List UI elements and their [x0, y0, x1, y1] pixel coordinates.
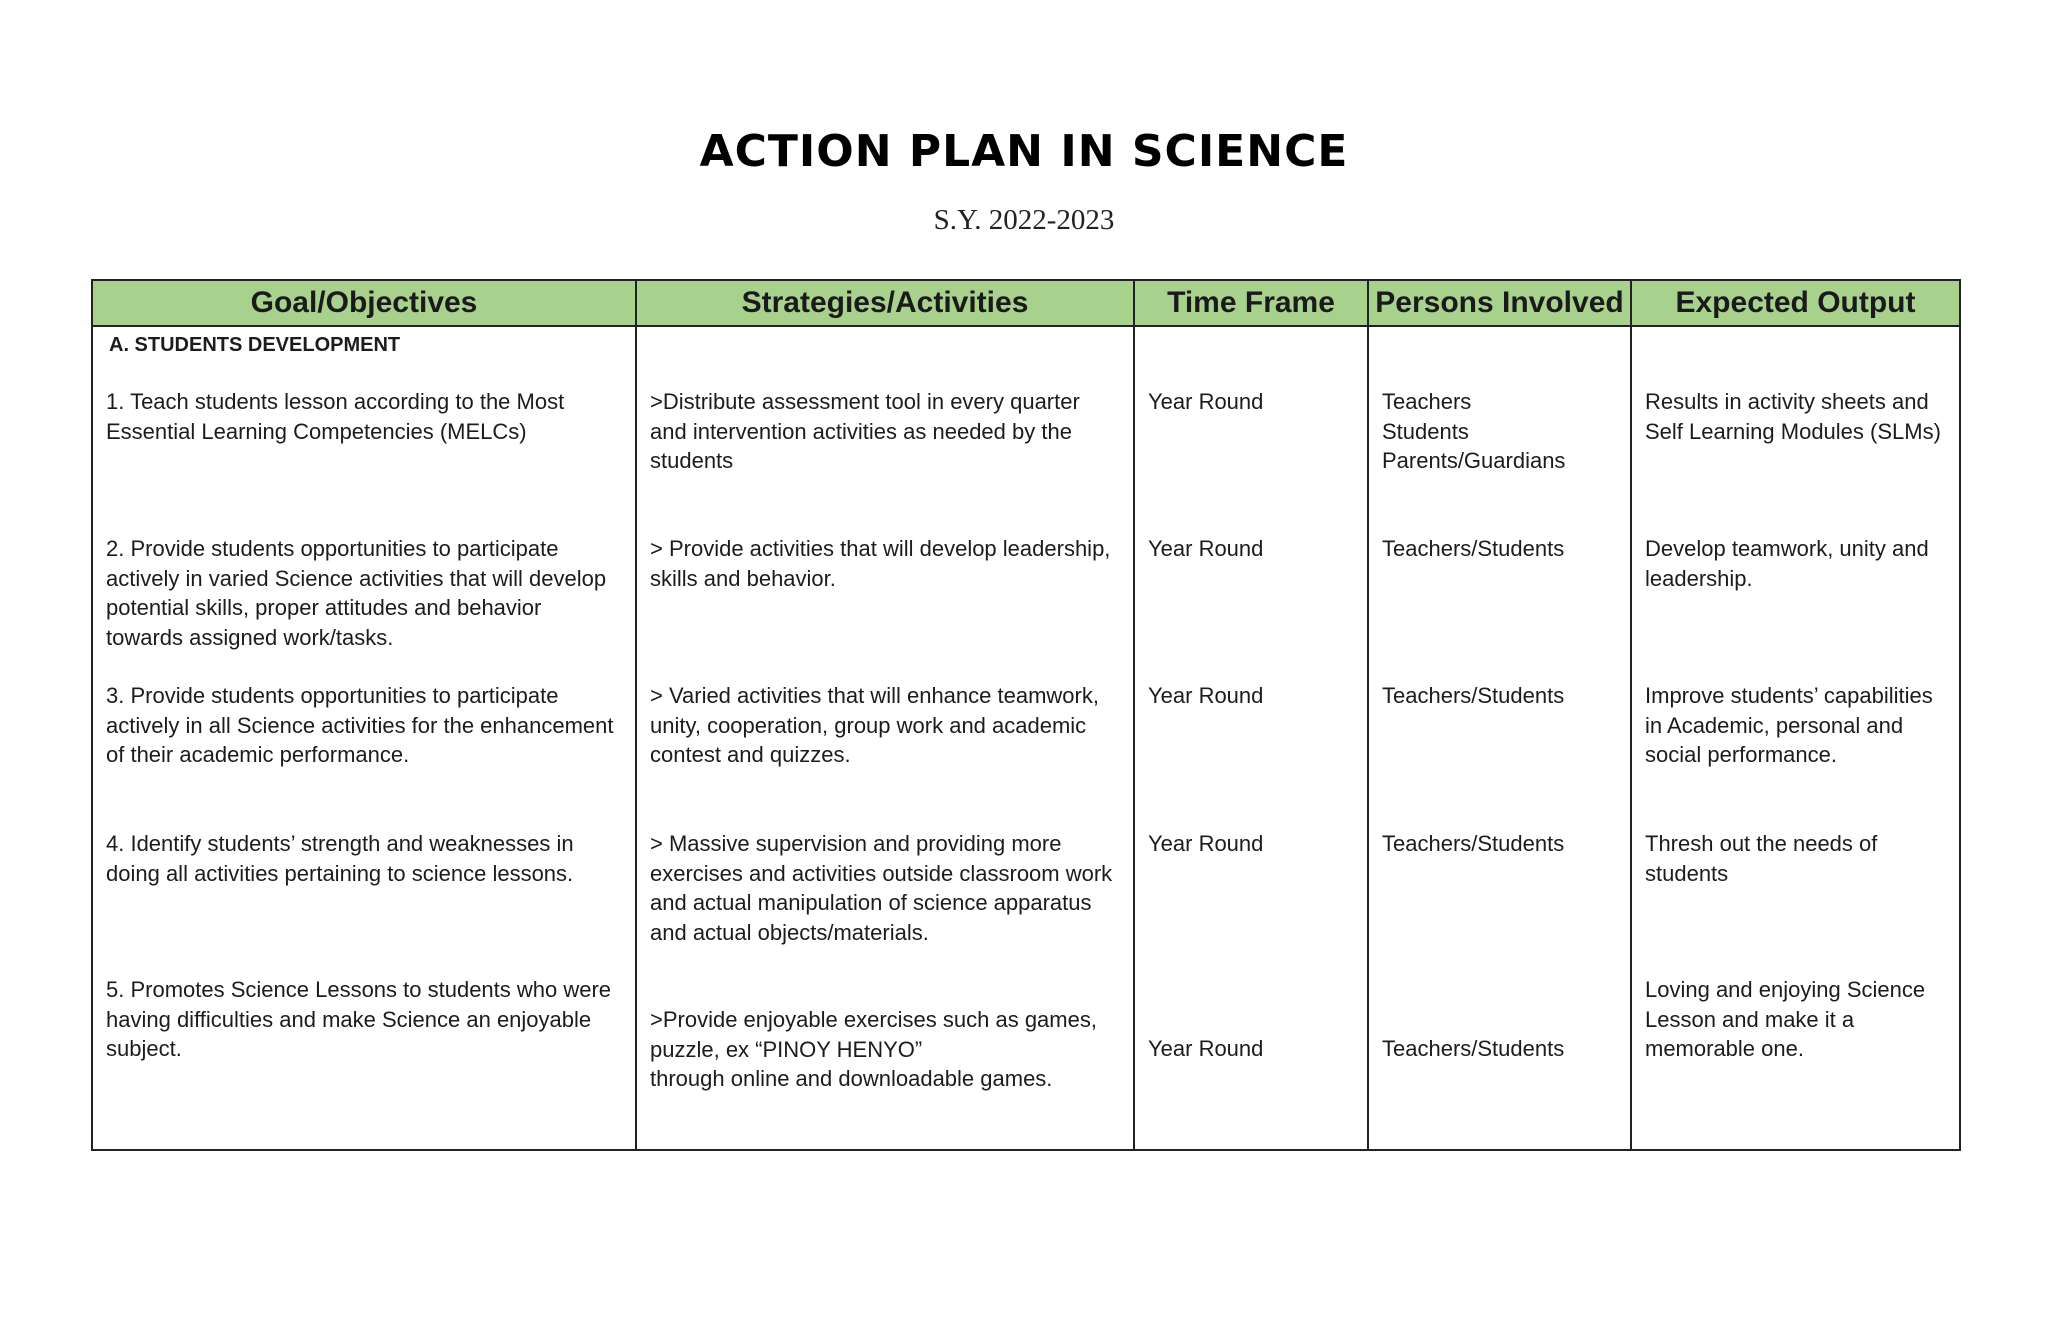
- time-5: Year Round: [1148, 1036, 1264, 1061]
- persons-3: Teachers/Students: [1382, 683, 1565, 708]
- persons-5: Teachers/Students: [1382, 1036, 1565, 1061]
- strategy-2: > Provide activities that will develop leadership, skills and behavior.: [650, 536, 1111, 591]
- persons-column: [1368, 326, 1631, 1150]
- persons-4: Teachers/Students: [1382, 831, 1565, 856]
- school-year: S.Y. 2022-2023: [933, 204, 1115, 236]
- goal-column: [92, 326, 636, 1150]
- output-5: Loving and enjoying Science Lesson and make it a memorable one.: [1645, 977, 1926, 1061]
- header-output: Expected Output: [1631, 280, 1960, 326]
- header-strategy: Strategies/Activities: [636, 280, 1134, 326]
- output-column: [1631, 326, 1960, 1150]
- header-goal: Goal/Objectives: [92, 280, 636, 326]
- action-plan-table: [91, 279, 1961, 1151]
- persons-1: Teachers Students Parents/Guardians: [1382, 389, 1566, 473]
- time-4: Year Round: [1148, 831, 1264, 856]
- output-1: Results in activity sheets and Self Learning Modules (SLMs): [1645, 389, 1941, 444]
- header-row: [92, 280, 1960, 326]
- strategy-4: > Massive supervision and providing more exercises and activities outside classroom work and actual manipulation of science apparatus and actual objects/materials.: [650, 831, 1113, 945]
- output-2: Develop teamwork, unity and leadership.: [1645, 536, 1929, 591]
- time-2: Year Round: [1148, 536, 1264, 561]
- output-4: Thresh out the needs of students: [1645, 831, 1878, 886]
- time-1: Year Round: [1148, 389, 1264, 414]
- strategy-5: >Provide enjoyable exercises such as games, puzzle, ex “PINOY HENYO” through online and downloadable games.: [650, 1007, 1097, 1091]
- header-persons: Persons Involved: [1368, 280, 1631, 326]
- header-time-frame: Time Frame: [1134, 280, 1368, 326]
- output-3: Improve students’ capabilities in Academic, personal and social performance.: [1645, 683, 1933, 767]
- goal-5: 5. Promotes Science Lessons to students who were having difficulties and make Science an enjoyable subject.: [106, 977, 612, 1061]
- strategy-column: [636, 326, 1134, 1150]
- goal-4: 4. Identify students’ strength and weaknesses in doing all activities pertaining to science lessons.: [106, 831, 574, 886]
- page-title: ACTION PLAN IN SCIENCE: [699, 126, 1349, 177]
- time-3: Year Round: [1148, 683, 1264, 708]
- strategy-1: >Distribute assessment tool in every quarter and intervention activities as needed by the students: [650, 389, 1080, 473]
- goal-3: 3. Provide students opportunities to participate actively in all Science activities for the enhancement of their academic performance.: [106, 683, 614, 767]
- goal-1: 1. Teach students lesson according to the Most Essential Learning Competencies (MELCs): [106, 389, 565, 444]
- section-heading: A. STUDENTS DEVELOPMENT: [109, 334, 401, 356]
- time-frame-column: [1134, 326, 1368, 1150]
- goal-2: 2. Provide students opportunities to participate actively in varied Science activities that will develop potential skills, proper attitudes and behavior towards assigned work/tasks.: [106, 536, 607, 650]
- table-body-row: [92, 326, 1960, 1150]
- strategy-3: > Varied activities that will enhance teamwork, unity, cooperation, group work and academic contest and quizzes.: [650, 683, 1099, 767]
- persons-2: Teachers/Students: [1382, 536, 1565, 561]
